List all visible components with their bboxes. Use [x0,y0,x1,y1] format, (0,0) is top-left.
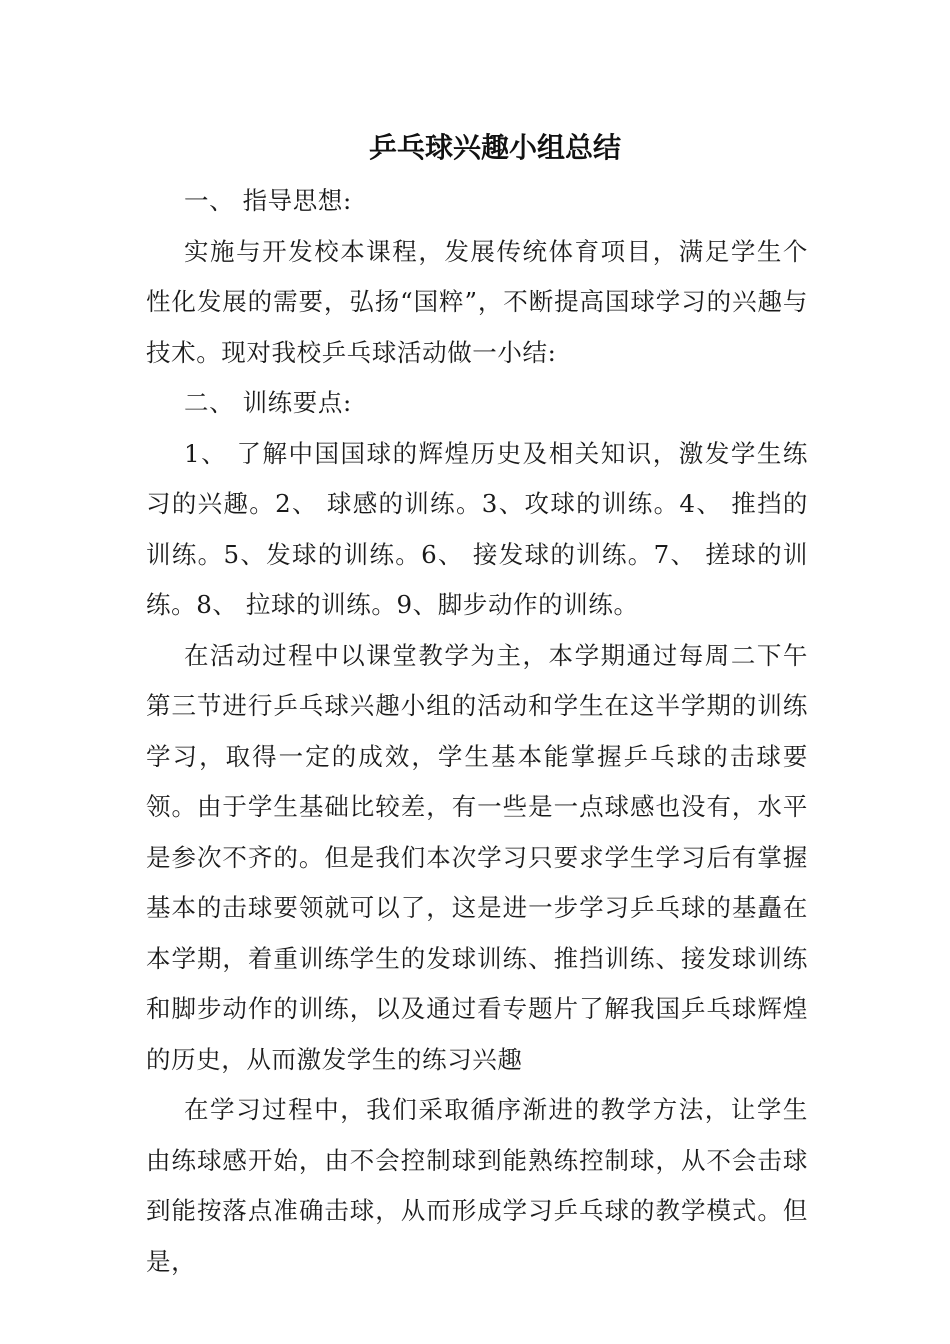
section-heading-training-points: 二、 训练要点: [184,388,352,417]
section-heading-guiding-ideology: 一、 指导思想: [184,186,352,215]
paragraph-purpose: 实施与开发校本课程，发展传统体育项目，满足学生个性化发展的需要，弘扬“国粹”，不断提高国球学习的兴趣与技术。现对我校乒乓球活动做一小结: [146,236,808,367]
paragraph-activity-process: 在活动过程中以课堂教学为主，本学期通过每周二下午第三节进行乒乓球兴趣小组的活动和学生在这半学期的训练学习，取得一定的成效，学生基本能掌握乒乓球的击球要领。由于学生基础比较差，有一些是一点球感也没有，水平是参次不齐的。但是我们本次学习只要求学生学习后有掌握基本的击球要领就可以了，这是进一步学习乒乓球的基矗在本学期，着重训练学生的发球训练、推挡训练、接发球训练和脚步动作的训练，以及通过看专题片了解我国乒乓球辉煌的历史，从而激发学生的练习兴趣 [146,640,808,1074]
paragraph-training-list: 1、 了解中国国球的辉煌历史及相关知识，激发学生练习的兴趣。2、 球感的训练。3、攻球的训练。4、 推挡的训练。5、发球的训练。6、 接发球的训练。7、 搓球的训练。8、 拉球的训练。9、脚步动作的训练。 [146,438,808,619]
paragraph-teaching-method: 在学习过程中，我们采取循序渐进的教学方法，让学生由练球感开始，由不会控制球到能熟练控制球，从不会击球到能按落点准确击球，从而形成学习乒乓球的教学模式。但是， [146,1095,808,1276]
document-body [146,176,808,1287]
document-title: 乒乓球兴趣小组总结 [368,131,621,164]
